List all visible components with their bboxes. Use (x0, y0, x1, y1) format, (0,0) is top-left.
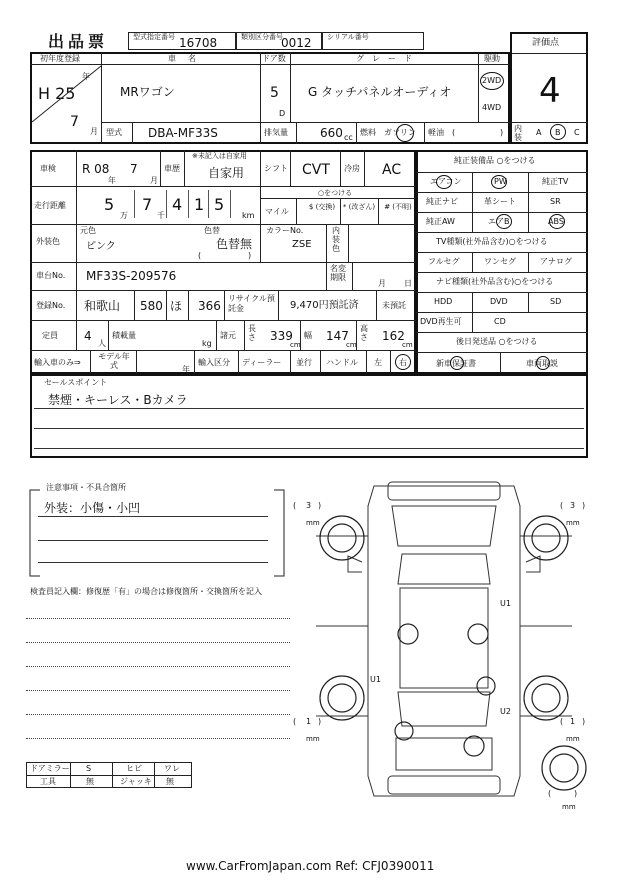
mileage-digit-3: 4 (172, 195, 183, 214)
fuel-gas: ガソリン (384, 128, 416, 137)
import-type-label: 輸入区分 (198, 358, 230, 367)
dim-label: 諸元 (220, 331, 236, 340)
notes-label: 注意事項・不具合箇所 (46, 483, 126, 492)
mm-fl: mm (306, 519, 320, 527)
nc-day: 日 (404, 279, 412, 288)
mileage-opt-exchange: $ (交換) (308, 203, 336, 211)
vin: MF33S-209576 (86, 269, 177, 283)
tv-fullseg: フルセグ (428, 257, 460, 266)
history-label: 車歴 (164, 164, 180, 173)
serial-label: シリアル番号 (327, 33, 369, 41)
mm-fr: mm (566, 519, 580, 527)
page-title: 出品票 (48, 32, 109, 51)
handle-circle (395, 354, 411, 370)
color-no: ZSE (292, 239, 312, 250)
navi-label: ナビ種類(社外品含む)○をつける (436, 277, 554, 286)
opt-tv: 純正TV (542, 177, 569, 186)
interior-circle (550, 124, 566, 140)
capacity: 4 (84, 329, 92, 343)
mm-rr: mm (566, 735, 580, 743)
length: 339 (270, 329, 293, 343)
opt-leather: 革シート (484, 197, 516, 206)
later-label: 後日発送品 ○をつける (456, 337, 538, 346)
plate-region: 和歌山 (84, 299, 121, 313)
door-type: D (279, 109, 286, 118)
tread-rr: 1 (570, 717, 576, 726)
insp-month-unit: 月 (150, 176, 158, 185)
recycle-amount: 9,470円預託済 (290, 300, 359, 311)
later-warranty-circle (450, 356, 464, 370)
inspection-label: 車検 (40, 164, 56, 173)
capacity-label: 定員 (42, 331, 58, 340)
nc-month: 月 (378, 279, 386, 288)
model-year-label: モデル年式 (98, 352, 130, 370)
insp-year-unit: 年 (108, 176, 116, 185)
fuel-label: 燃料 (360, 128, 376, 137)
opt-aircon: エアコン (430, 177, 462, 186)
inspector-label: 検査員記入欄：修復歴「有」の場合は修復箇所・交換箇所を記入 (30, 587, 262, 596)
acc-jack: ジャッキ (120, 777, 152, 786)
color-no-label: カラーNo. (266, 226, 304, 235)
kg-unit: kg (202, 339, 212, 348)
navi-cd: CD (494, 317, 506, 326)
car-name-label: 車名 (168, 54, 208, 63)
man-unit: 万 (120, 211, 128, 220)
mark-u1-left: U1 (370, 675, 381, 684)
notes-text: 外装：小傷・小凹 (44, 501, 141, 515)
mileage-opt-unknown: # (不明) (384, 203, 412, 211)
score-value: 4 (539, 71, 561, 111)
import-label: 輸入車のみ⇒ (34, 358, 81, 367)
interior-a: A (536, 128, 542, 137)
acc-break: ワレ (164, 764, 180, 773)
first-reg-month: 7 (70, 114, 79, 130)
parallel: 並行 (296, 358, 312, 367)
opt-airbag-circle (496, 214, 512, 229)
first-reg-label: 初年度登録 (40, 54, 80, 63)
mileage-digit-2: 7 (142, 195, 153, 214)
later-manual-circle (536, 356, 550, 370)
first-reg-slash (30, 64, 102, 124)
tv-label: TV種類(社外品含む)○をつける (436, 237, 548, 246)
color-label: 外装色 (36, 237, 60, 246)
drive-4wd: 4WD (482, 103, 502, 112)
drive-2wd: 2WD (482, 76, 502, 85)
sales-label: セールスポイント (44, 378, 108, 387)
tv-oneseg: ワンセグ (484, 257, 516, 266)
load-label: 積載量 (112, 331, 136, 340)
inspection: R 08 (82, 162, 110, 176)
cooler: AC (382, 162, 402, 178)
width: 147 (326, 329, 349, 343)
plate-label: 登録No. (36, 301, 66, 310)
drive-label: 駆動 (484, 54, 500, 63)
doors: 5 (270, 85, 279, 101)
interior-label: 内装 (514, 124, 522, 142)
acc-tools-val: 無 (86, 777, 94, 786)
opt-abs: ABS (548, 217, 564, 226)
color-paint: 色替無 (216, 237, 253, 251)
fuel-circle (396, 124, 414, 142)
cooler-label: 冷房 (344, 164, 360, 173)
person-unit: 人 (98, 339, 106, 348)
year-unit: 年 (82, 72, 90, 81)
opt-navi: 純正ナビ (426, 197, 458, 206)
plate-kana: ほ (170, 299, 183, 313)
opt-sr: SR (550, 197, 561, 206)
handle-label: ハンドル (326, 358, 358, 367)
acc-mirror: ドアミラー (30, 764, 70, 773)
opt-pw-circle (491, 175, 507, 189)
recycle-no: 未預託 (382, 301, 406, 310)
displacement-label: 排気量 (264, 128, 288, 137)
mileage-digit-5: 5 (214, 195, 225, 214)
model-code-cell (128, 32, 236, 50)
color-orig-label: 元色 (80, 226, 96, 235)
model-code: 16708 (179, 36, 218, 50)
navi-hdd: HDD (434, 297, 453, 306)
mm-rl: mm (306, 735, 320, 743)
model-type: DBA-MF33S (148, 126, 218, 140)
vin-label: 車台No. (36, 271, 66, 280)
later-warranty: 新車保証書 (436, 359, 476, 368)
int-color-label: 内装色 (332, 226, 340, 253)
footer-ref: www.CarFromJapan.com Ref: CFJ0390011 (186, 859, 435, 873)
fuel-diesel: 軽油 (428, 128, 444, 137)
history-note: ※未記入は自家用 (192, 152, 247, 160)
shift: CVT (302, 162, 330, 178)
category-code-cell (236, 32, 322, 50)
dealer: ディーラー (242, 358, 282, 367)
navi-dvd-play: DVD再生可 (420, 317, 462, 326)
opt-aircon-circle (436, 175, 452, 189)
later-manual: 車両取説 (526, 359, 558, 368)
acc-tools: 工具 (40, 777, 56, 786)
category-code-label: 類別区分番号 (241, 33, 283, 41)
tread-fr: 3 (570, 501, 576, 510)
model-type-label: 型式 (106, 128, 122, 137)
tv-analog: アナログ (540, 257, 572, 266)
len-label: 長さ (248, 324, 256, 342)
mileage-mark-note: ○をつける (318, 189, 353, 197)
drive-circle (480, 72, 504, 90)
grade-label: グレード (356, 54, 420, 63)
handle-left: 左 (374, 358, 382, 367)
opt-aw: 純正AW (426, 217, 455, 226)
acc-mirror-mark: S (86, 764, 92, 773)
grade: G タッチパネルオーディオ (308, 85, 452, 99)
sales-point-box (30, 374, 588, 458)
navi-sd: SD (550, 297, 562, 306)
navi-dvd: DVD (490, 297, 508, 306)
genuine-label: 純正装備品 ○をつける (454, 156, 536, 165)
tread-fl: 3 (306, 501, 312, 510)
cm-unit-1: cm (290, 341, 301, 349)
notes-bracket (26, 480, 290, 580)
plate-class: 580 (140, 299, 163, 313)
car-diagram (296, 476, 596, 806)
height: 162 (382, 329, 405, 343)
interior-c: C (574, 128, 580, 137)
displacement: 660 (320, 126, 343, 140)
plate-num: 366 (198, 299, 221, 313)
doors-label: ドア数 (262, 54, 286, 63)
mileage-label: 走行距離 (34, 201, 66, 210)
acc-crack: ヒビ (126, 764, 142, 773)
mileage-digit-1: 5 (104, 195, 115, 214)
name-change-label: 名変期限 (330, 264, 346, 282)
mileage-digit-4: 1 (194, 195, 205, 214)
opt-airbag: エアB (488, 217, 510, 226)
cm-unit-2: cm (346, 341, 357, 349)
mm-spare: mm (562, 803, 576, 811)
history: 自家用 (208, 166, 245, 180)
acc-jack-val: 無 (166, 777, 174, 786)
serial-cell (322, 32, 424, 50)
opt-abs-circle (549, 214, 565, 229)
month-unit: 月 (90, 127, 98, 136)
cm-unit-3: cm (402, 341, 413, 349)
category-code: 0012 (281, 36, 312, 50)
shift-label: シフト (264, 164, 288, 173)
car-name: MRワゴン (120, 85, 175, 99)
km-unit: km (242, 211, 255, 220)
mileage-opt-mile: マイル (265, 207, 289, 216)
color-orig: ピンク (86, 241, 116, 252)
color-paint-label: 色替 (204, 226, 220, 235)
handle-right: 右 (399, 358, 407, 367)
model-code-label: 型式指定番号 (133, 33, 175, 41)
recycle-label: リサイクル預託金 (228, 294, 275, 313)
opt-pw: PW (494, 177, 507, 186)
score-label: 評価点 (532, 38, 560, 48)
model-year-unit: 年 (182, 365, 190, 374)
first-reg-era: H 25 (38, 84, 76, 103)
interior-b: B (555, 128, 561, 137)
width-label: 幅 (304, 331, 312, 340)
tread-rl: 1 (306, 717, 312, 726)
sales-text: 禁煙・キーレス・Bカメラ (48, 393, 188, 407)
mark-u2: U2 (500, 707, 511, 716)
cc-unit: cc (344, 133, 353, 142)
height-label: 高さ (360, 324, 368, 342)
sen-unit: 千 (157, 211, 165, 220)
mileage-opt-tamper: * (改ざん) (342, 203, 376, 211)
insp-month: 7 (130, 162, 138, 176)
mark-u1-right: U1 (500, 599, 511, 608)
